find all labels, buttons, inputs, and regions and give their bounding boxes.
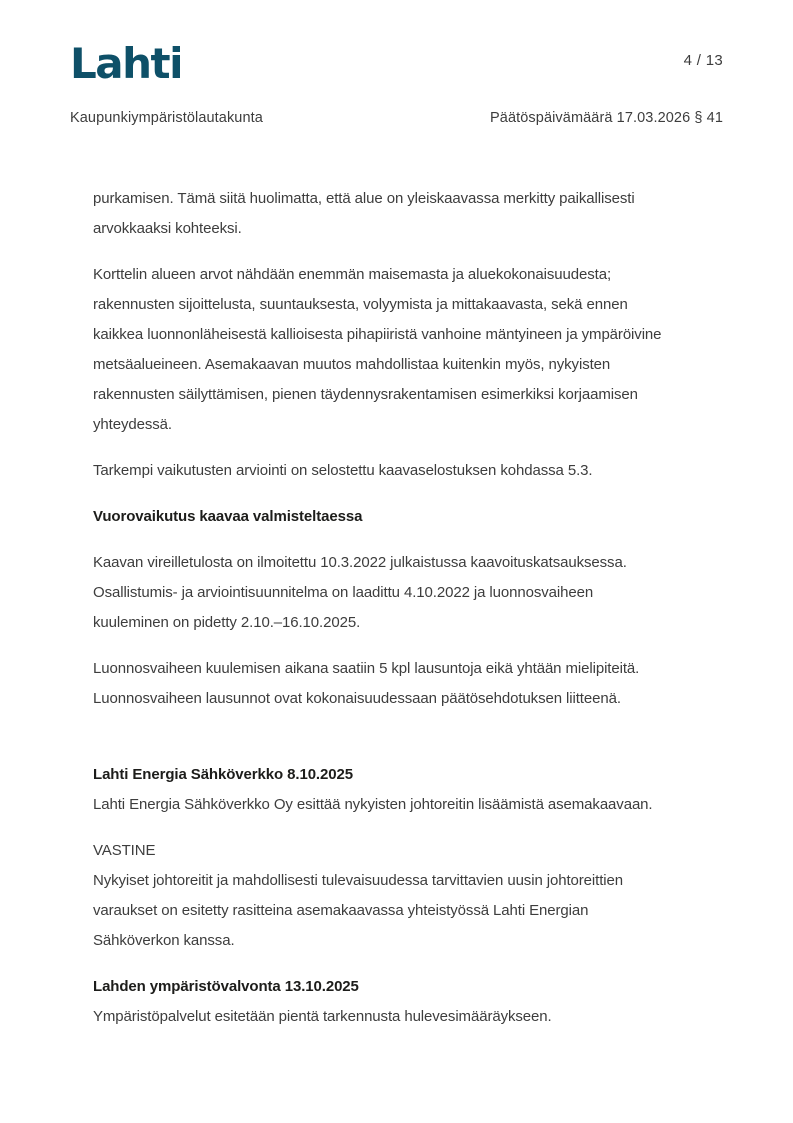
paragraph: Lahti Energia Sähköverkko Oy esittää nykyisten johtoreitin lisäämistä asemakaavaan. [93, 796, 653, 813]
section-heading: Lahden ympäristövalvonta 13.10.2025 [93, 978, 359, 995]
paragraph: purkamisen. Tämä siitä huolimatta, että alue on yleiskaavassa merkitty paikallisesti arvokkaaksi kohteeksi. [93, 190, 635, 237]
committee-name: Kaupunkiympäristölautakunta [70, 110, 263, 126]
header-meta-row [70, 110, 723, 126]
page-header [0, 0, 793, 126]
lahti-logo: Lahti [70, 39, 182, 88]
header-top-row [70, 40, 723, 88]
paragraph: Ympäristöpalvelut esitetään pientä tarkennusta hulevesimääräykseen. [93, 1008, 552, 1025]
section-heading: Lahti Energia Sähköverkko 8.10.2025 [93, 766, 353, 783]
paragraph: Luonnosvaiheen kuulemisen aikana saatiin 5 kpl lausuntoja eikä yhtään mielipiteitä. Luonnosvaiheen lausunnot ovat kokonaisuudessaan päätösehdotuksen liitteenä. [93, 660, 640, 707]
document-body [93, 184, 671, 1032]
section-heading: Vuorovaikutus kaavaa valmisteltaessa [93, 508, 363, 525]
paragraph: VASTINE [93, 842, 156, 859]
decision-date: Päätöspäivämäärä 17.03.2026 § 41 [490, 110, 723, 126]
paragraph: Tarkempi vaikutusten arviointi on selostettu kaavaselostuksen kohdassa 5.3. [93, 462, 593, 479]
paragraph: Nykyiset johtoreitit ja mahdollisesti tulevaisuudessa tarvittavien uusin johtoreittien varaukset on esitetty rasitteina asemakaavassa yhteistyössä Lahti Energian Sähköverkon kanssa. [93, 872, 624, 949]
paragraph: Korttelin alueen arvot nähdään enemmän maisemasta ja aluekokonaisuudesta; rakennusten sijoittelusta, suuntauksesta, volyymista ja mittakaavasta, sekä ennen kaikkea luonnonläheisestä kallioisesta pihapiiristä vanhoine mäntyineen ja ympäröivine metsäalueineen. Asemakaavan muutos mahdollistaa kuitenkin myös, nykyisten rakennusten säilyttämisen, pienen täydennysrakentamisen esimerkiksi korjaamisen yhteydessä. [93, 266, 662, 433]
page-number: 4 / 13 [683, 52, 723, 69]
paragraph: Kaavan vireilletulosta on ilmoitettu 10.3.2022 julkaistussa kaavoituskatsauksessa. Osallistumis- ja arviointisuunnitelma on laadittu 4.10.2022 ja luonnosvaiheen kuuleminen on pidetty 2.10.–16.10.2025. [93, 554, 627, 631]
